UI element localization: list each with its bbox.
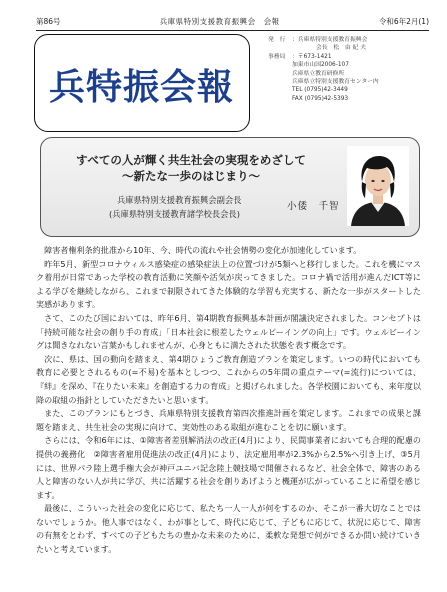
issue-date: 令和6年2月(1) [378, 16, 429, 26]
body-paragraph: また、このプランにもとづき、兵庫県特別支援教育第四次推進計画を策定します。これまでの成果と課題を踏まえ、共生社会の実現に向けて、実効性のある取組が進むことを切に願います。 [36, 408, 421, 432]
institute-value: 兵庫県立教育研修所 [292, 70, 345, 77]
publisher-label: 発 行 [268, 37, 286, 43]
body-paragraph: さらには、令和6年には、①障害者差別解消法の改正(4月)により、民間事業者においても合理的配慮の提供の義務化 ②障害者雇用促進法の改正(4月)により、法定雇用率が2.3%から2.5%へ引き上げ、③5月には、世界パラ陸上選手権大会が神戸ユニバ記念陸上競技場で開催されるなど、社会全体で、障害のある人と障害のない人が共に学び、共に活躍する社会を創りあげようと機運が広がっていることに希望を感じます。 [36, 435, 421, 500]
author-affiliation: 兵庫県特別支援教育振興会副会長 [117, 195, 242, 205]
address-row [268, 61, 418, 69]
body-paragraph: 次に、県は、国の動向を踏まえ、第4期ひょうご教育創造プランを策定します。いつの時代においても教育に必要とされるもの(=不易)を基本としつつ、これからの5年間の重点テーマ(=流行)については、『絆』を深め、『在りたい未来』を創造する力の育成」と掲げられました。各学校園においても、来年度以降の取組の指針としていただきたいと思います。 [36, 353, 421, 405]
body-paragraph: 昨年5月、新型コロナウィルス感染症の感染症法上の位置づけが5類へと移行しました。これを機にマスク着用が日常であった学校の教育活動に笑顔や活気が戻ってきました。コロナ禍で活用が進んだICT等による学びを継続しながら、これまで制限されてきた体験的な学習も充実する、新たな一歩がスタートした実感があります。 [36, 258, 421, 310]
tel-row [268, 86, 418, 94]
issue-number: 第86号 [36, 16, 61, 26]
organization-title: 兵庫県特別支援教育振興会 会報 [159, 16, 280, 26]
center-value: 兵庫県立特別支援教育センター内 [292, 79, 379, 86]
publisher-value: ：兵庫県特別支援教育振興会 [292, 37, 368, 43]
article-title-banner [40, 137, 420, 237]
office-row [268, 53, 418, 61]
masthead-title: 兵特振会報 [49, 67, 235, 108]
office-label: 事務局 [268, 53, 286, 60]
office-postal-code: ：〒673-1421 [292, 53, 332, 60]
newsletter-header [36, 14, 429, 31]
author-affiliation-secondary: (兵庫県特別支援教育諸学校長会長) [109, 209, 240, 219]
publisher-info [268, 36, 418, 103]
publisher-row [268, 36, 418, 44]
body-paragraph: 障害者権利条約批准から10年、今、時代の流れや社会情勢の変化が加速化しています。 [44, 245, 362, 255]
body-paragraph: さて、このたび国においては、昨年6月、第4期教育振興基本計画が閣議決定されました。コンセプトは「持続可能な社会の創り手の育成」「日本社会に根差したウェルビーイングの向上」です。ウェルビーイングは聞きなれない言葉かもしれませんが、心身ともに満たされた状態を表す概念です。 [36, 312, 421, 351]
body-paragraph: 最後に、こういった社会の変化に応じて、私たち一人一人が何をするのか、そこが一番大切なことではないでしょうか。他人事ではなく、わが事として、時代に応じて、子どもに応じて、状況に応じて、障害の有無をとわず、すべての子どもたちの豊かな未来のために、柔軟な発想で何ができるか問い続けていきたいと考えています。 [36, 503, 421, 555]
author-name: 小倭 千智 [287, 201, 340, 212]
article-subtitle: ～新たな一歩のはじまり～ [122, 169, 260, 183]
masthead-logo [34, 34, 250, 132]
center-row [268, 78, 418, 86]
author-photo [347, 146, 409, 226]
article-body [36, 244, 421, 557]
address-value: 加東市山国2006-107 [292, 62, 349, 69]
tel-value: TEL (0795)42-3449 [292, 87, 348, 94]
institute-row [268, 70, 418, 78]
president-row [268, 44, 418, 52]
fax-row [268, 95, 418, 103]
president-value: 会長 松 由 紀 夫 [316, 45, 367, 52]
article-title: すべての人が輝く共生社会の実現をめざして [76, 153, 306, 167]
fax-value: FAX (0795)42-5393 [292, 95, 349, 102]
portrait-illustration [347, 146, 409, 226]
